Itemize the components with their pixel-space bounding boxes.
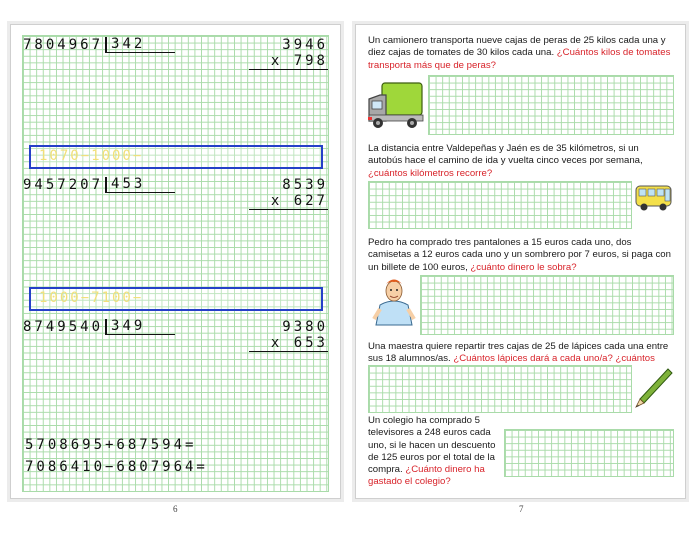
divisor: 349 <box>105 319 175 335</box>
dividend: 9457207 <box>23 177 104 193</box>
division-1 <box>23 37 175 53</box>
answer-grid-2[interactable] <box>368 181 632 229</box>
truck-icon <box>366 77 426 133</box>
problem-text: Pedro ha comprado tres pantalones a 15 euros cada uno, dos camisetas a 12 euros cada uno y un sombrero por 7 euros, si paga con un billete de 100 euros, <box>368 237 671 273</box>
answer-grid-4[interactable] <box>368 365 632 413</box>
problem-2 <box>368 143 674 180</box>
problem-question: ¿Cuánto dinero ha gastado el colegio? <box>368 464 485 488</box>
divisor: 453 <box>105 177 175 193</box>
answer-grid-3[interactable] <box>420 275 674 335</box>
answer-grid-5[interactable] <box>504 429 674 477</box>
division-3 <box>23 319 175 335</box>
page-number-right: 7 <box>519 504 524 514</box>
right-page <box>355 24 686 499</box>
answer-box-1[interactable] <box>29 145 323 169</box>
page-number-left: 6 <box>173 504 178 514</box>
problem-5 <box>368 415 500 489</box>
problem-text: Un colegio ha comprado 5 televisores a 248 euros cada uno, si le hacen un descuento de 125 euros por el total de la compra. <box>368 415 496 476</box>
problem-1 <box>368 35 674 72</box>
multiplication-2 <box>249 177 328 210</box>
multiplicand: 3946 <box>282 37 328 53</box>
pencil-icon <box>632 365 674 411</box>
multiplication-1 <box>249 37 328 70</box>
multiplication-3 <box>249 319 328 352</box>
multiplier: x 627 <box>249 193 328 210</box>
multiplicand: 8539 <box>282 177 328 193</box>
problem-text: La distancia entre Valdepeñas y Jaén es de 35 kilómetros, si un autobús hace el camino de ida y vuelta cinco veces por semana, <box>368 143 643 167</box>
problem-3 <box>368 237 674 274</box>
expression-2: 7086410−6807964= <box>25 459 208 475</box>
boy-icon <box>370 275 418 327</box>
answer-box-2[interactable] <box>29 287 323 311</box>
division-2 <box>23 177 175 193</box>
answer-hint: 1070−1000− <box>39 148 144 164</box>
problem-text: Una maestra quiere repartir tres cajas de 25 de lápices cada una entre sus 18 alumnos/as. <box>368 341 669 365</box>
answer-hint: 1000−7100− <box>39 290 144 306</box>
problem-question: ¿Cuántos kilos de tomates transporta más que de peras? <box>368 47 671 71</box>
left-worksheet-grid <box>22 35 329 492</box>
multiplicand: 9380 <box>282 319 328 335</box>
bus-icon <box>634 183 674 213</box>
left-page <box>10 24 341 499</box>
problem-question: ¿cuántos kilómetros recorre? <box>368 167 493 179</box>
multiplier: x 653 <box>249 335 328 352</box>
problem-question: ¿cuánto dinero le sobra? <box>470 261 577 273</box>
divisor: 342 <box>105 37 175 53</box>
problem-question: ¿Cuántos lápices dará a cada uno/a? ¿cuántos <box>453 353 655 365</box>
expression-1: 5708695+687594= <box>25 437 197 453</box>
multiplier: x 798 <box>249 53 328 70</box>
dividend: 8749540 <box>23 319 104 335</box>
problem-text: Un camionero transporta nueve cajas de peras de 25 kilos cada una y diez cajas de tomates de 30 kilos cada una. <box>368 35 666 59</box>
answer-grid-1[interactable] <box>428 75 674 135</box>
dividend: 7804967 <box>23 37 104 53</box>
